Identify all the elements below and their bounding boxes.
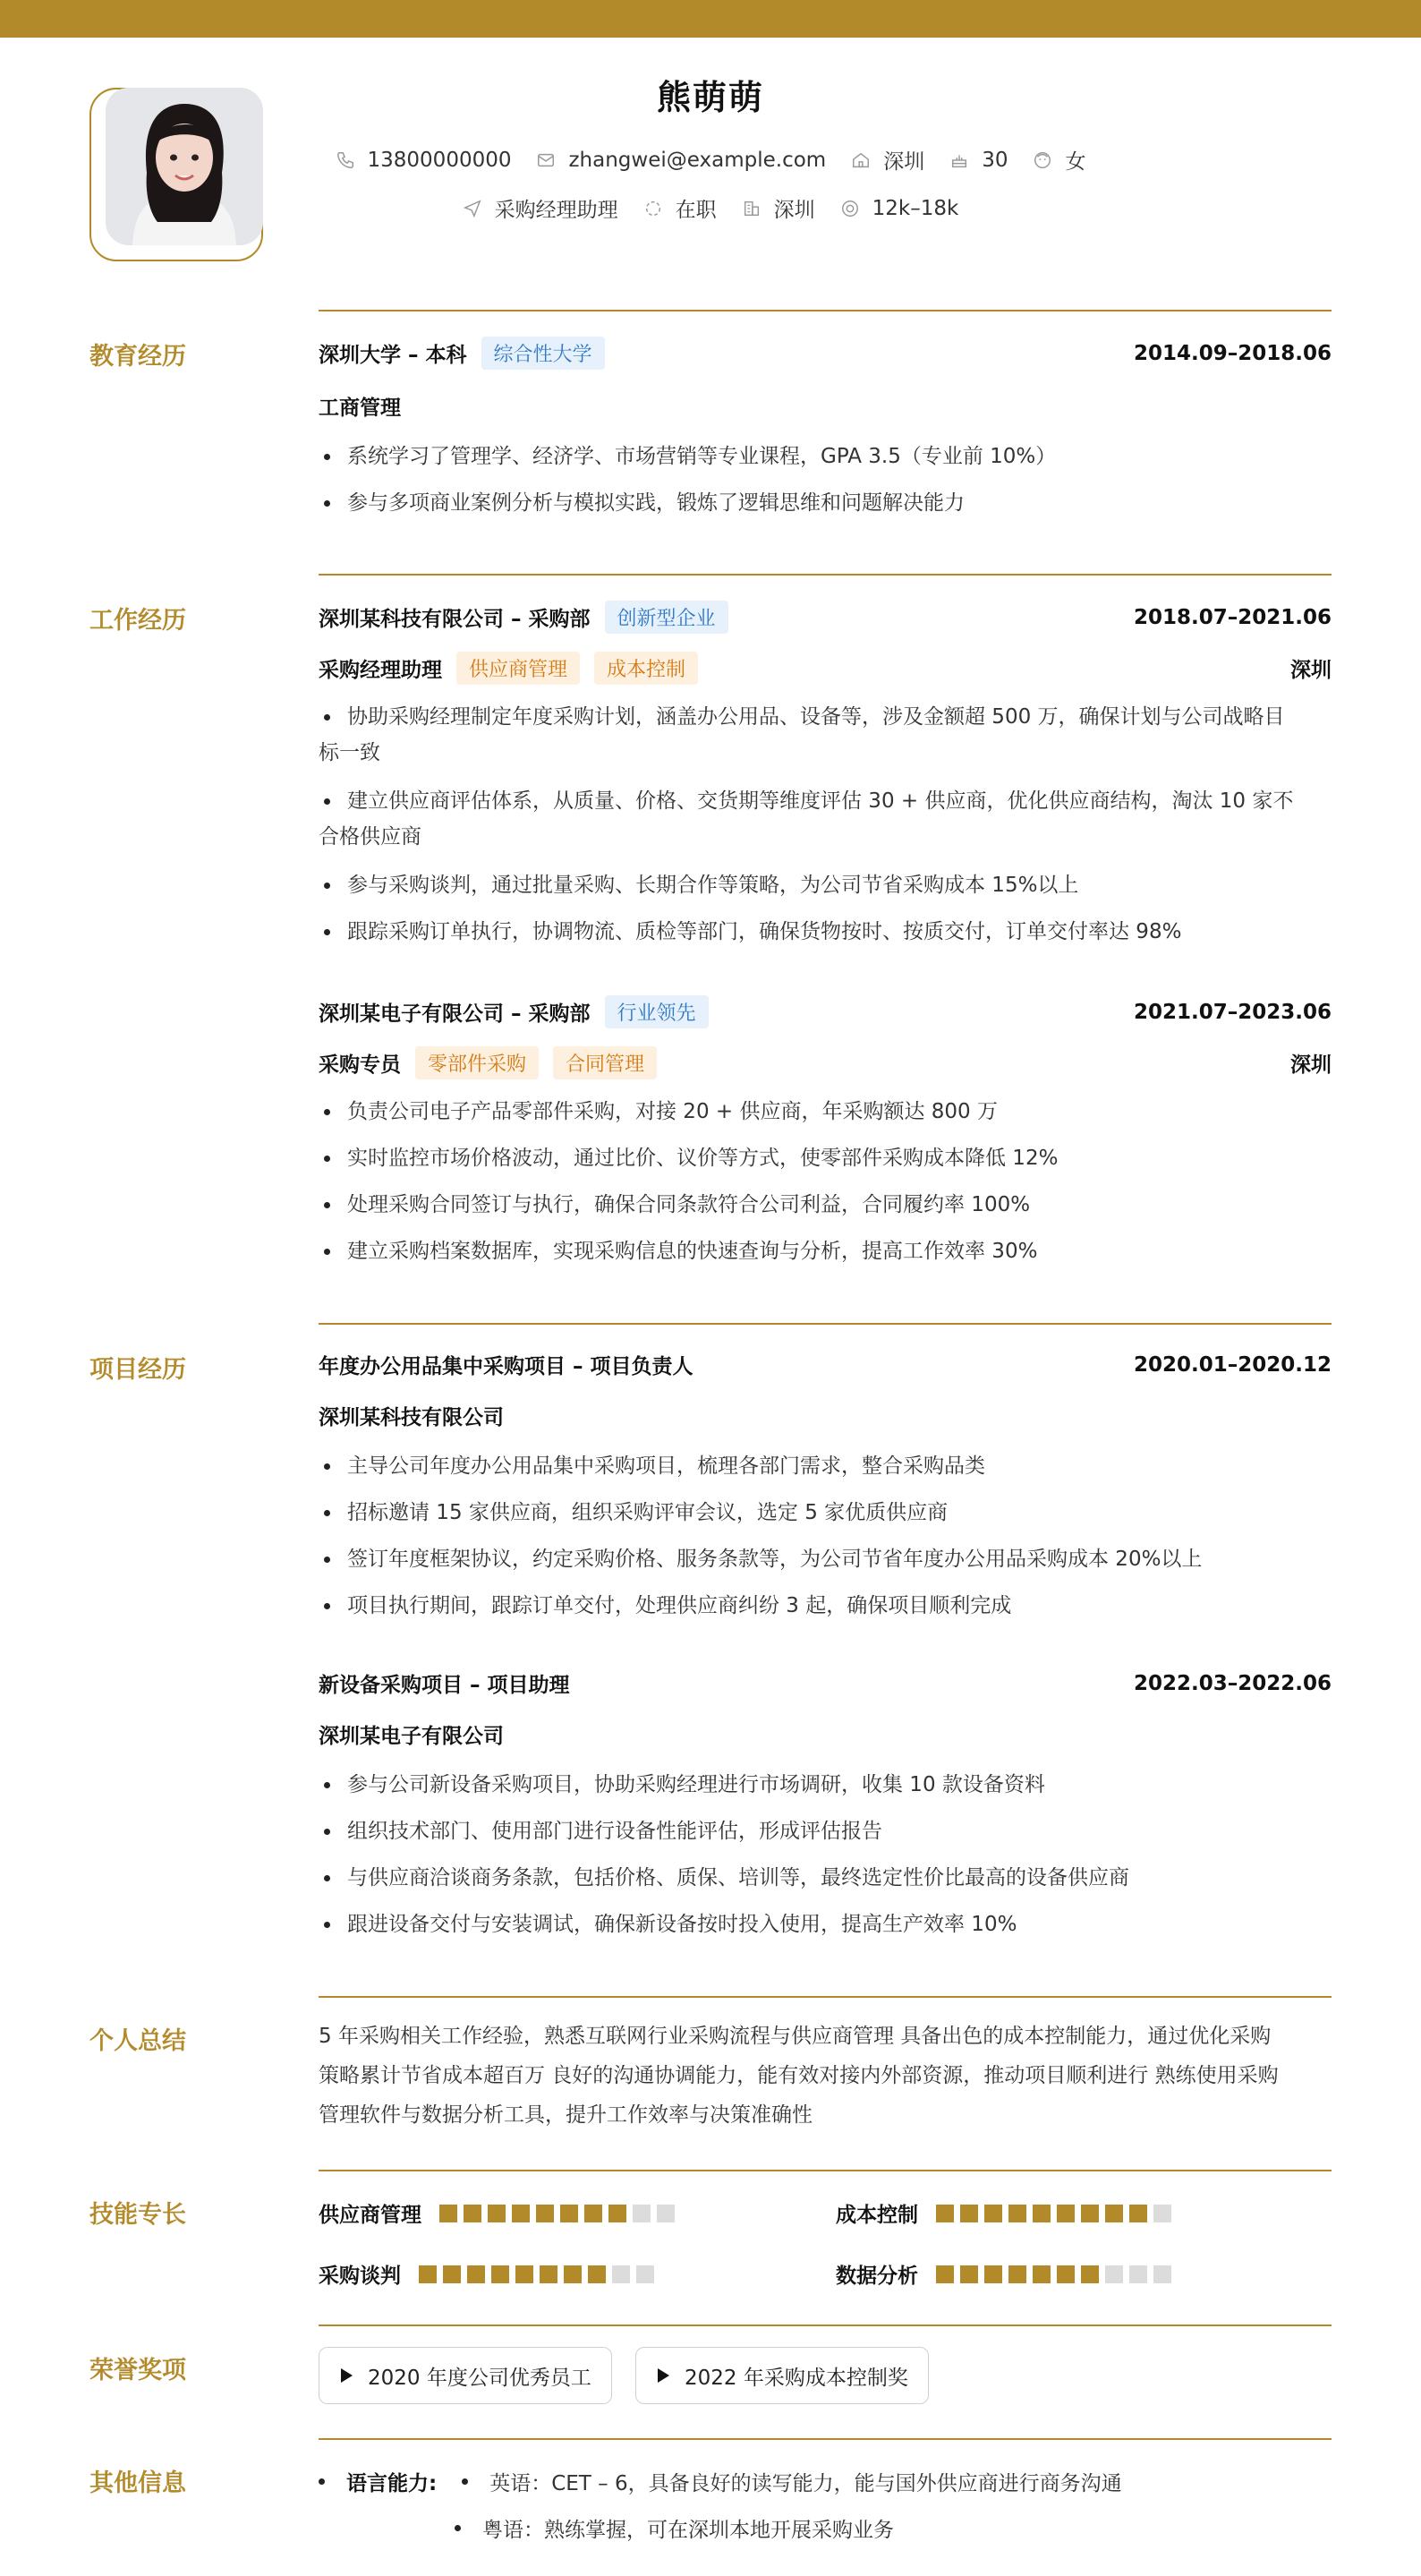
company-tag: 创新型企业 <box>605 601 728 634</box>
send-icon <box>463 199 482 218</box>
job-intent-row <box>0 193 1421 223</box>
skill-tag: 成本控制 <box>594 652 698 685</box>
phone-text: 13800000000 <box>367 148 512 172</box>
skill-level-dots <box>936 2205 1178 2222</box>
skill-level-dot <box>491 2265 509 2283</box>
skill-tag: 零部件采购 <box>415 1046 539 1079</box>
top-accent-bar <box>0 0 1421 38</box>
company-name: 深圳某电子有限公司 – 采购部 <box>319 1002 591 1026</box>
skill-level-dot <box>584 2205 602 2222</box>
project-title: 新设备采购项目 – 项目助理 <box>319 1674 570 1697</box>
work-date: 2021.07–2023.06 <box>1133 1000 1332 1024</box>
work-date: 2018.07–2021.06 <box>1133 605 1332 629</box>
company-tag: 行业领先 <box>605 995 709 1028</box>
company-name: 深圳某科技有限公司 – 采购部 <box>319 608 591 631</box>
gender-text: 女 <box>1065 150 1086 174</box>
awards-divider <box>319 2324 1332 2326</box>
summary-line: 策略累计节省成本超百万 良好的沟通协调能力，能有效对接内外部资源，推动项目顺利进行 熟练使用采购 <box>319 2064 1279 2087</box>
work-divider <box>319 574 1332 576</box>
language-item: 英语：CET – 6，具备良好的读写能力，能与国外供应商进行商务沟通 <box>489 2472 1122 2495</box>
list-item: 组织技术部门、使用部门进行设备性能评估，形成评估报告 <box>319 1813 1332 1849</box>
summary-block <box>319 2017 1332 2135</box>
phone-item <box>336 149 512 172</box>
skill-level-dot <box>960 2265 978 2283</box>
play-triangle-icon <box>339 2367 353 2384</box>
list-item: 负责公司电子产品零部件采购，对接 20 + 供应商，年采购额达 800 万 <box>319 1094 1332 1130</box>
award-chip <box>635 2347 929 2404</box>
education-date: 2014.09–2018.06 <box>1133 341 1332 365</box>
coin-icon <box>840 199 860 218</box>
work-block-1 <box>319 601 1332 950</box>
education-block <box>319 337 1332 521</box>
skill-level-dot <box>608 2205 626 2222</box>
summary-line: 5 年采购相关工作经验，熟悉互联网行业采购流程与供应商管理 具备出色的成本控制能力，通过优化采购 <box>319 2025 1272 2048</box>
award-chip <box>319 2347 612 2404</box>
other-divider <box>319 2438 1332 2440</box>
summary-divider <box>319 1996 1332 1998</box>
award-label: 2020 年度公司优秀员工 <box>368 2366 591 2390</box>
award-label: 2022 年采购成本控制奖 <box>685 2366 908 2390</box>
bullet-dot <box>455 2525 461 2531</box>
major-name: 工商管理 <box>319 397 401 420</box>
skill-level-dot <box>1008 2265 1026 2283</box>
work-city-text: 深圳 <box>773 199 815 222</box>
section-title-summary: 个人总结 <box>89 2027 186 2055</box>
list-item: 跟进设备交付与安装调试，确保新设备按时投入使用，提高生产效率 10% <box>319 1906 1332 1942</box>
skill-level-dot <box>467 2265 485 2283</box>
skill-level-dot <box>636 2265 654 2283</box>
project-title: 年度办公用品集中采购项目 – 项目负责人 <box>319 1355 693 1378</box>
skill-level-dot <box>1105 2205 1123 2222</box>
skill-level-dot <box>588 2265 606 2283</box>
skill-level-dot <box>612 2265 630 2283</box>
work-bullets <box>319 783 1332 819</box>
job-city: 深圳 <box>1290 659 1332 682</box>
skill-tag: 供应商管理 <box>456 652 580 685</box>
skill-level-dots <box>936 2265 1178 2283</box>
skill-level-dot <box>984 2265 1002 2283</box>
location-item <box>851 145 924 175</box>
list-item: 建立供应商评估体系，从质量、价格、交货期等维度评估 30 + 供应商，优化供应商结构，淘汰 10 家不 <box>319 783 1332 819</box>
list-item-continued: 合格供应商 <box>319 825 421 849</box>
skill-name: 采购谈判 <box>319 2265 401 2288</box>
skill-item <box>319 2259 660 2289</box>
skill-level-dot <box>1057 2205 1075 2222</box>
list-item: 主导公司年度办公用品集中采购项目，梳理各部门需求，整合采购品类 <box>319 1448 1332 1484</box>
position-text: 采购经理助理 <box>494 199 618 222</box>
school-tag: 综合性大学 <box>481 337 605 370</box>
email-item <box>536 149 826 172</box>
project-block-2 <box>319 1668 1332 1942</box>
list-item-continued: 标一致 <box>319 741 380 764</box>
skill-level-dot <box>515 2265 533 2283</box>
job-role: 采购经理助理 <box>319 659 442 682</box>
skill-level-dot <box>1033 2205 1051 2222</box>
skill-level-dot <box>439 2205 457 2222</box>
skills-divider <box>319 2170 1332 2171</box>
gender-item <box>1033 145 1085 175</box>
list-item: 招标邀请 15 家供应商，组织采购评审会议，选定 5 家优质供应商 <box>319 1495 1332 1531</box>
skill-level-dot <box>1129 2205 1147 2222</box>
skill-level-dot <box>1129 2265 1147 2283</box>
section-title-work: 工作经历 <box>89 607 186 635</box>
skill-item <box>836 2259 1178 2289</box>
building-icon <box>742 199 762 218</box>
skill-level-dot <box>633 2205 651 2222</box>
section-title-other: 其他信息 <box>89 2469 186 2497</box>
work-city-item <box>742 193 815 223</box>
list-item: 实时监控市场价格波动，通过比价、议价等方式，使零部件采购成本降低 12% <box>319 1140 1332 1176</box>
summary-line: 管理软件与数据分析工具，提升工作效率与决策准确性 <box>319 2103 813 2127</box>
list-item: 项目执行期间，跟踪订单交付，处理供应商纠纷 3 起，确保项目顺利完成 <box>319 1588 1332 1624</box>
project-date: 2020.01–2020.12 <box>1133 1352 1332 1377</box>
project-bullets <box>319 1448 1332 1624</box>
projects-divider <box>319 1323 1332 1325</box>
education-bullets <box>319 439 1332 521</box>
skill-item <box>836 2198 1178 2228</box>
bullet-dot <box>462 2478 468 2485</box>
education-divider <box>319 310 1332 311</box>
status-text: 在职 <box>675 199 717 222</box>
skill-name: 数据分析 <box>836 2265 918 2288</box>
list-item: 参与公司新设备采购项目，协助采购经理进行市场调研，收集 10 款设备资料 <box>319 1767 1332 1803</box>
skill-level-dot <box>512 2205 530 2222</box>
skill-level-dots <box>419 2265 660 2283</box>
skill-level-dot <box>1153 2265 1171 2283</box>
play-triangle-icon <box>656 2367 670 2384</box>
language-item: 粤语：熟练掌握，可在深圳本地开展采购业务 <box>482 2519 894 2542</box>
skill-level-dot <box>1081 2265 1099 2283</box>
work-bullets <box>319 1094 1332 1269</box>
skill-level-dots <box>439 2205 681 2222</box>
language-label: 语言能力: <box>346 2472 438 2495</box>
skill-level-dot <box>540 2265 557 2283</box>
skill-level-dot <box>464 2205 481 2222</box>
job-city: 深圳 <box>1290 1053 1332 1077</box>
face-icon <box>1033 150 1052 170</box>
skill-item <box>319 2198 681 2228</box>
list-item: 跟踪采购订单执行，协调物流、质检等部门，确保货物按时、按质交付，订单交付率达 98% <box>319 914 1332 950</box>
email-text: zhangwei@example.com <box>568 148 827 172</box>
contact-row <box>0 145 1421 175</box>
skill-level-dot <box>1008 2205 1026 2222</box>
section-title-projects: 项目经历 <box>89 1356 186 1384</box>
language-line <box>455 2513 894 2543</box>
skill-level-dot <box>936 2265 954 2283</box>
age-item <box>949 149 1008 172</box>
project-bullets <box>319 1767 1332 1942</box>
skill-level-dot <box>536 2205 554 2222</box>
list-item: 参与采购谈判，通过批量采购、长期合作等策略，为公司节省采购成本 15%以上 <box>319 867 1332 903</box>
skill-level-dot <box>936 2205 954 2222</box>
skill-name: 供应商管理 <box>319 2204 421 2227</box>
list-item: 系统学习了管理学、经济学、市场营销等专业课程，GPA 3.5（专业前 10%） <box>319 439 1332 474</box>
skill-name: 成本控制 <box>836 2204 918 2227</box>
skill-level-dot <box>443 2265 461 2283</box>
job-role: 采购专员 <box>319 1053 401 1077</box>
list-item: 建立采购档案数据库，实现采购信息的快速查询与分析，提高工作效率 30% <box>319 1233 1332 1269</box>
skill-level-dot <box>960 2205 978 2222</box>
project-block-1 <box>319 1350 1332 1624</box>
section-title-awards: 荣誉奖项 <box>89 2357 186 2384</box>
mail-icon <box>536 150 556 170</box>
list-item: 参与多项商业案例分析与模拟实践，锻炼了逻辑思维和问题解决能力 <box>319 485 1332 521</box>
phone-icon <box>336 150 355 170</box>
skill-tag: 合同管理 <box>553 1046 657 1079</box>
skill-level-dot <box>1081 2205 1099 2222</box>
school-name: 深圳大学 – 本科 <box>319 344 467 367</box>
status-icon <box>643 199 663 218</box>
project-org: 深圳某电子有限公司 <box>319 1725 504 1748</box>
location-text: 深圳 <box>883 150 925 174</box>
list-item: 签订年度框架协议，约定采购价格、服务条款等，为公司节省年度办公用品采购成本 20%以上 <box>319 1541 1332 1577</box>
salary-item <box>840 197 959 220</box>
position-item <box>463 193 618 223</box>
list-item: 协助采购经理制定年度采购计划，涵盖办公用品、设备等，涉及金额超 500 万，确保计划与公司战略目 <box>319 699 1332 735</box>
language-line <box>319 2467 1122 2496</box>
work-bullets <box>319 699 1332 735</box>
skill-level-dot <box>419 2265 437 2283</box>
work-bullets <box>319 867 1332 950</box>
skill-level-dot <box>1105 2265 1123 2283</box>
skill-level-dot <box>984 2205 1002 2222</box>
candidate-name: 熊萌萌 <box>656 78 764 117</box>
skill-level-dot <box>1033 2265 1051 2283</box>
skill-level-dot <box>564 2265 582 2283</box>
skill-level-dot <box>657 2205 675 2222</box>
list-item: 处理采购合同签订与执行，确保合同条款符合公司利益，合同履约率 100% <box>319 1187 1332 1223</box>
salary-text: 12k–18k <box>872 196 959 220</box>
skill-level-dot <box>1153 2205 1171 2222</box>
work-block-2 <box>319 995 1332 1269</box>
bullet-dot <box>319 2478 325 2485</box>
project-org: 深圳某科技有限公司 <box>319 1406 504 1429</box>
section-title-skills: 技能专长 <box>89 2201 186 2229</box>
skill-level-dot <box>1057 2265 1075 2283</box>
home-icon <box>851 150 871 170</box>
age-text: 30 <box>982 148 1008 172</box>
skill-level-dot <box>560 2205 578 2222</box>
project-date: 2022.03–2022.06 <box>1133 1671 1332 1695</box>
cake-icon <box>949 150 969 170</box>
skill-level-dot <box>488 2205 506 2222</box>
section-title-education: 教育经历 <box>89 343 186 371</box>
status-item <box>643 193 717 223</box>
list-item: 与供应商洽谈商务条款，包括价格、质保、培训等，最终选定性价比最高的设备供应商 <box>319 1860 1332 1896</box>
